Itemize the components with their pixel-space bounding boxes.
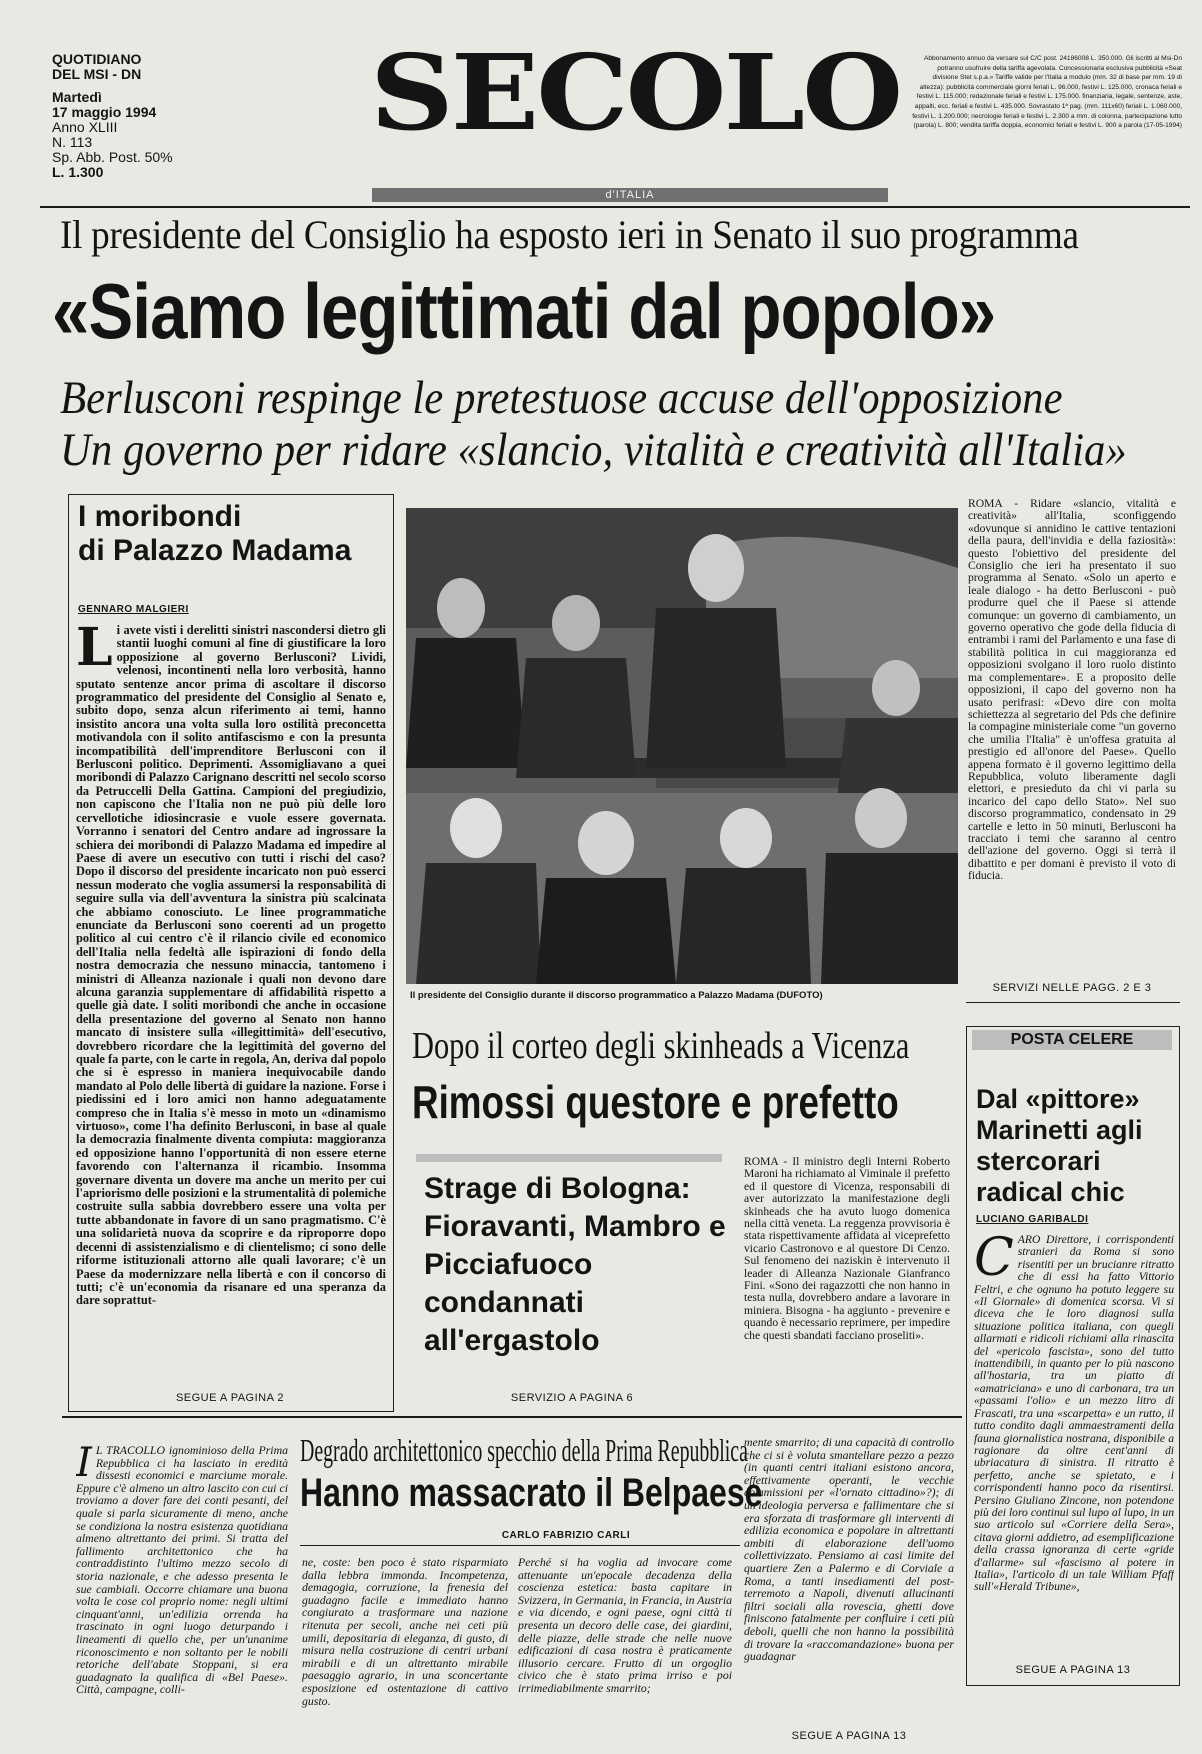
- senate-photo: [406, 508, 958, 984]
- posta-headline: Dal «pittore» Marinetti agli stercorari radical chic: [976, 1084, 1143, 1207]
- editorial-title: [78, 500, 388, 568]
- senate-photo-image: [406, 508, 958, 984]
- editorial-body: [76, 624, 386, 1384]
- vicenza-headline: Rimossi questore e prefetto: [412, 1076, 899, 1128]
- lead-article-body: ROMA - Ridare «slancio, vitalità e creatività» all'Italia, sconfiggendo «dovunque si annidino le cattive tentazioni della paura, dell'invidia e della faziosità»: questo l'obiettivo del presidente del Consiglio che ieri ha presentato il suo programma al Senato. «Solo un aperto e leale dialogo - ha detto Berlusconi - può produrre quel che il Paese si attende comunque: un governo di cambiamento, un governo operativo che gode della fiducia di entrambi i rami del Parlamento e una fase di stabilità politica in cui maggioranza ed opposizioni svolgano il loro ruolo distinto ma complementare». E a proposito delle opposizioni, il capo del governo non ha usato perifrasi: «Devo dire con molta schiettezza al segretario del Pds che definire la compagine ministeriale come "un governo che umilia l'Italia" è un'offesa gratuita al prestigio ed all'onore del Paese». Quello appena formato è il governo legittimo della Repubblica, voluto liberamente dagli elettori, e presieduto da chi vi parla su incarico del capo dello Stato». Nel suo discorso programmatico, condensato in 29 cartelle e letto in 50 minuti, Berlusconi ha tracciato i temi che saranno al centro dell'azione del governo. Oggi si terrà il dibattito e per domani è previsto il voto di fiducia.: [968, 498, 1176, 883]
- masthead-date: 17 maggio 1994: [52, 104, 157, 120]
- posta-dropcap: C: [974, 1234, 1014, 1288]
- tracollo-text: L TRACOLLO ignominioso della Prima Repubblica ci ha lasciato in eredità dissesti economici e marciume morale. Eppure c'è almeno un altro lascito con cui ci troviamo a dover fare dei conti pesanti, del quale si parla sicuramente di meno, anche se condiziona la nostra esistenza quotidiana almeno altrettanto dei primi. Si tratta del fallimento architettonico che ha contraddistinto l'ultimo mezzo secolo di storia nazionale, e che adesso presenta le sue cambiali. Occorre chiamare una buona volta le cose col proprio nome: negli ultimi cinquant'anni, un'edilizia orrenda ha trascinato in ogni luogo deturpando i lineamenti di quello che, per un'unanime riconoscimento e non soltanto per le nobili retoriche dell'abate Stoppani, si era guadagnato la qualifica di «Bel Paese». Città, campagne, colli-: [76, 1444, 288, 1697]
- tracollo-dropcap: I: [76, 1444, 92, 1486]
- posta-byline: LUCIANO GARIBALDI: [976, 1214, 1089, 1225]
- masthead-day: Martedì: [52, 89, 102, 105]
- masthead-rule: [40, 206, 1190, 208]
- degrado-column-2: Perché si ha voglia ad invocare come attenuante un'epocale decadenza della coscienza estetica: basta capitare in Svizzera, in Germania, in Francia, in Austria e via dicendo, e ogni paese, ogni città ti presenta un decoro delle case, dei giardini, delle piazze, delle strade che nelle nuove edificazioni di casa nostra è praticamente illusorio cercare. Frutto di un orgoglio civico che è stato prima irriso e poi irrimediabilmente smarrito;: [518, 1556, 732, 1695]
- bologna-continuation: SERVIZIO A PAGINA 6: [510, 1392, 634, 1404]
- lead-headline: «Siamo legittimati dal popolo»: [52, 267, 996, 355]
- editorial-byline: GENNARO MALGIERI: [78, 604, 189, 615]
- posta-text: ARO Direttore, i corrispondenti stranieri da Roma si sono risentiti per un brucianre ritratto che di essi ha fatto Vittorio Feltri, e che ognuno ha potuto leggere su «Il Giornale» di domenica scorsa. Vi si diceva che le loro diagnosi sulla situazione politica italiana, con quegli allarmati e ridicoli richiami alla rinascita del «pericolo fascista», sono del tutto inattendibili, in quanto per lo più nascono all'hostaria, tra un piatto di «amatriciana» e uno di carbonara, tra un «passami l'olio» e un mezzo litro di Frascati, tra una «scarpetta» e un rutto, il tutto condito dagli ammaestramenti della fauna giornalistica nostrana, disponibile a ragionare da oltre cent'anni di ubriacatura di sinistra. Il ritratto è perfetto, anche se spietato, e i corrispondenti hanno poco da risentirsi. Persino Giuliano Zincone, non potendone più dei loro continui sul lupo al lupo, in un suo articolo sul «Corriere della Sera», citava giorni addietro, ad esemplificazione della crassa ignoranza di certe «gride d'allarme» sul «fascismo al potere in Italia», l'articolo di un tale William Pfaff sull'«Herald Tribune»,: [974, 1234, 1174, 1594]
- tracollo-body: [76, 1444, 288, 1744]
- bottom-section-rule: [62, 1416, 962, 1418]
- masthead-label-line1: QUOTIDIANO: [52, 51, 142, 67]
- vicenza-kicker: Dopo il corteo degli skinheads a Vicenza: [412, 1025, 910, 1067]
- masthead-price: L. 1.300: [52, 164, 104, 180]
- bologna-headline: Strage di Bologna: Fioravanti, Mambro e Picciafuoco condannati all'ergastolo: [424, 1172, 726, 1357]
- posta-body: [974, 1234, 1174, 1658]
- bologna-band: [416, 1154, 722, 1162]
- degrado-continuation: SEGUE A PAGINA 13: [791, 1730, 907, 1742]
- editorial-title-line1: I moribondi: [78, 500, 242, 533]
- degrado-byline: CARLO FABRIZIO CARLI: [501, 1530, 631, 1541]
- masthead-issue: N. 113: [52, 134, 93, 150]
- posta-label: POSTA CELERE: [1010, 1031, 1134, 1048]
- degrado-column-3: mente smarrito; di una capacità di controllo che ci si è voluta smantellare pezzo a pezzo (in quanti centri italiani esistono ancora, effettivamente operanti, le vecchie commissioni per «l'ornato cittadino»?); di un'ideologia perversa e fallimentare che si era sforzata di trasformare gli interventi di edilizia economica e popolare in altrettanti ambiti di elaborazione dell'uomo collettivizzato. Pensiamo ai casi limite del quartiere Zen a Palermo e di Corviale a Roma, a tanti insediamenti del post-terremoto a Napoli, divenuti allucinanti filtri sociali alla rovescia, ghetti dove finiscono fatalmente per confluire i ceti più deboli, quelli che non hanno la possibilità di trovare la «raccomandazione» buona per guadagnar: [744, 1436, 954, 1664]
- vicenza-article-body: ROMA - Il ministro degli Interni Roberto Maroni ha richiamato al Viminale il prefetto ed il questore di Vicenza, responsabili di aver autorizzato la manifestazione degli skinheads che ha avuto luogo domenica nella città veneta. La reggenza provvisoria è stata rispettivamente affidata al viceprefetto vicario Castronovo e al questore Di Cenzo. Sul fenomeno dei naziskin è intervenuto il leader di Alleanza Nazionale Gianfranco Fini. «Sono dei ragazzotti che non hanno in testa nulla, dovrebbero andare a lavorare in miniera. Bisogna - ha aggiunto - prevenire e quando è necessario reprimere, per impedire che questi sbandati facciano proseliti».: [744, 1156, 950, 1342]
- masthead-year: Anno XLIII: [52, 119, 118, 135]
- degrado-byline-rule: [300, 1545, 740, 1546]
- editorial-continuation: SEGUE A PAGINA 2: [175, 1392, 285, 1404]
- lead-subheadline-2: Un governo per ridare «slancio, vitalità e creatività all'Italia»: [60, 424, 1127, 476]
- lead-article-rule: [966, 1002, 1180, 1003]
- newspaper-logo-subtitle: d'ITALIA: [372, 188, 888, 202]
- newspaper-logo: SECOLO: [370, 31, 901, 155]
- editorial-text: i avete visti i derelitti sinistri nascondersi dietro gli stantii luoghi comuni al fine di giustificare la loro opposizione al governo Berlusconi? Lividi, velenosi, incontinenti nella loro verbosità, hanno sputato sentenze ancor prima di ascoltare il discorso programmatico del presidente del Consiglio al Senato e, subito dopo, senza alcun riferimento ai temi, hanno insistito ancora una volta sulla loro ostilità preconcetta motivandola con il solito antifascismo e con la presunta incompatibilità dell'imprenditore Berlusconi con il Berlusconi politico. Deprimenti. Assomigliavano a quei moribondi di Palazzo Carignano descritti nel secolo scorso da Petruccelli Della Gattina. Campioni del pregiudizio, non capiscono che l'Italia non ne può più delle loro cervellotiche idiosincrasie e vuole essere governata. Vorranno i senatori del Centro andare ad ingrossare la schiera dei moribondi di Palazzo Madama ed impedire al Paese di avere un esecutivo con tutti i rischi del caso? Dopo il discorso del presidente incaricato non può esserci nessun moderato che voglia assumersi la responsabilità di seguire sulla via dell'avventura la sinistra più scalcinata che abbiamo conosciuto. Le linee programmatiche enunciate da Berlusconi sono coerenti ad un progetto politico al cui centro c'è il rilancio civile ed economico dell'Italia nella fedeltà alle ispirazioni di fondo della nostra democrazia che nessuno minaccia, tantomeno i ministri di Alleanza nazionale i quali non devono dare alcuna garanzia supplementare di affidabilità rispetto a quelle già date. I soliti moribondi che anche in occasione della presentazione del governo al Senato non hanno mancato di insistere sulla «illegittimità» dell'esecutivo, dovrebbero ricordare che la legittimità del governo del quale fa parte, con le carte in regola, An, deriva dal popolo che si è espresso in maniera inequivocabile dando mandato al Polo delle libertà di guidare la nazione. Forse i piedissini ed i loro amici non hanno adeguatamente compreso che in Italia s'è messo in moto un «dinamismo virtuoso», come l'ha definito Berlusconi, in base al quale la democrazia finalmente diventa compiuta: maggioranza ed opposizione hanno l'opportunità di non essere eterne favorendo con l'alternanza il ricambio. Insomma governare diventa un dovere ma anche un merito per cui l'apriorismo delle posizioni e la strumentalità di polemiche costruite sulla sabbia dovrebbero essere una volta per tutte abbandonate in favore di un sano pragmatismo. C'è una solidarietà nuova da scoprire e da riproporre dopo decenni di assistenzialismo e di clientelismo; ci sono delle riforme istituzionali attorno alle quali lavorare; c'è un Paese da modernizzare nella libertà e con il concorso di tutti; c'è un'economia da risanare ed una speranza da dare soprattut-: [76, 624, 386, 1308]
- photo-caption: Il presidente del Consiglio durante il discorso programmatico a Palazzo Madama (DUFOTO): [410, 990, 823, 1001]
- degrado-headline: Hanno massacrato il Belpaese: [300, 1471, 763, 1515]
- degrado-kicker: Degrado architettonico specchio della Prima Repubblica: [300, 1432, 748, 1468]
- degrado-column-1: ne, coste: ben poco è stato risparmiato dalla lebbra immonda. Incompetenza, demagogia, corruzione, la frenesia del guadagno facile e immediato hanno congiurato a trasformare una nazione ritenuta per secoli, anche nei ceti più umili, depositaria di eleganza, di gusto, di misura nella costruzione di centri urbani mirabili e di un altrettanto mirabile paesaggio agrario, in una sconcertante esposizione ed ostentazione di cattivo gusto.: [302, 1556, 508, 1708]
- lead-subheadline-1: Berlusconi respinge le pretestuose accuse dell'opposizione: [60, 372, 1063, 424]
- editorial-title-line2: di Palazzo Madama: [78, 534, 352, 567]
- lead-article-continuation: SERVIZI NELLE PAGG. 2 E 3: [992, 982, 1152, 994]
- posta-continuation: SEGUE A PAGINA 13: [1015, 1664, 1131, 1676]
- lead-kicker: Il presidente del Consiglio ha esposto ieri in Senato il suo programma: [60, 212, 1079, 257]
- editorial-dropcap: L: [76, 624, 113, 678]
- masthead-subscription-info: Abbonamento annuo da versare sul C/C post. 24186008 L. 350.000. Gli iscritti al Msi-Dn potranno usufruire della tariffa agevolata. Concessionaria esclusiva pubblicità «Seat divisione Stet s.p.a.» Tariffe valide per l'Italia a modulo (mm. 32 di base per mm. 19 di altezza): pubblicità commerciale giorni feriali L. 96.000, festivi L. 125.000, cronaca feriali e festivi L. 115.000; redazionale feriali e festivi L. 175.000. finanziaria, legale, sentenze, aste, appalti, ecc. feriali e festivi L. 435.000. Sovrastato 1ª pag. (mm. 111x60) feriali L. 1.060.000, festivi L. 1.200.000; necrologie feriali e festivi L. 2.300 a mm. di colonna, partecipazione lutto (parola) L. 800; vendita tariffa doppia, economici feriali e festivi L. 900 a parola (17-05-1994): [912, 55, 1182, 130]
- masthead-label-line2: DEL MSI - DN: [52, 66, 142, 82]
- masthead-postal: Sp. Abb. Post. 50%: [52, 149, 173, 165]
- masthead-left: [52, 52, 202, 180]
